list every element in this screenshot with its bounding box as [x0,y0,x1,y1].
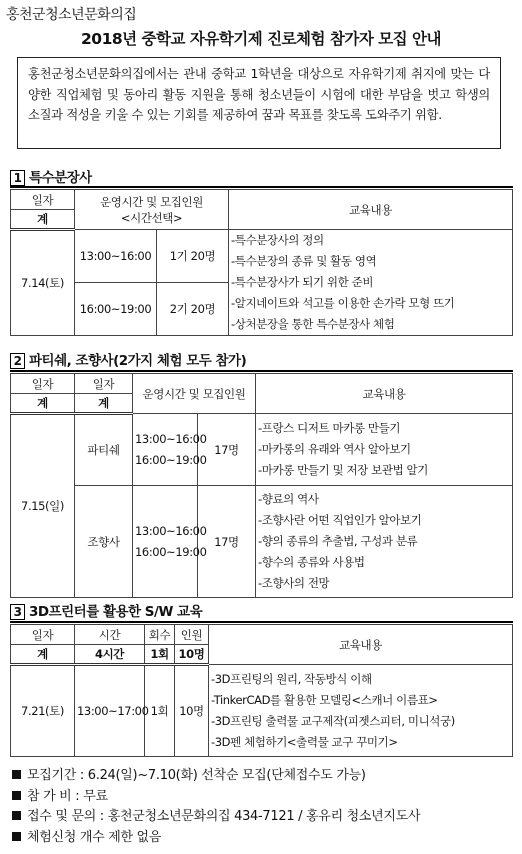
date-cell: 7.15(일) [11,414,75,598]
job-cell: 조향사 [75,486,133,598]
section-3-table [10,624,513,757]
content-line: -TinkerCAD를 활용한 모델링<스캐너 이름표> [211,692,438,707]
note-label: 참 가 비 : [27,788,84,804]
time-cell [133,486,207,598]
note-value: 6.24(일)~7.10(화) 선착순 모집(단체접수도 가능) [87,768,366,783]
header-total: 계 [11,645,75,665]
header-date: 일자 [11,374,75,394]
content-line: -특수분장사의 정의 [231,233,324,247]
content-line: -향수의 종류와 사용법 [258,555,365,569]
content-cell [209,665,513,757]
square-bullet-icon [12,832,21,841]
section-2-title: 파티쉐, 조향사(2가지 체험 모두 참가) [29,353,247,369]
section-2-heading [10,349,246,369]
content-cell [256,486,513,598]
header-count: 회수 [145,625,175,645]
content-line: -조향사란 어떤 직업인가 알아보기 [258,513,422,527]
header-time [75,190,229,230]
time-line: 13:00~16:00 [135,523,207,538]
time-line: 13:00~16:00 [135,431,207,446]
divider [10,186,513,188]
header-time: 운영시간 및 모집인원 [133,374,256,414]
note-value: 홍천군청소년문화의집 434-7121 / 홍유리 청소년지도사 [107,809,421,824]
note-value: 무료 [83,788,108,804]
content-line: -프랑스 디저트 마카롱 만들기 [258,421,401,435]
header-total: 계 [75,394,133,414]
content-cell [256,414,513,486]
header-time: 시간 [75,625,145,645]
capacity-cell: 17명 [198,414,256,486]
header-capacity: 인원 [175,625,209,645]
time-cell: 13:00~17:00 [75,665,145,757]
section-2-number: 2 [10,353,25,369]
square-bullet-icon [12,791,21,800]
note-fee [12,787,420,808]
job-cell: 파티쉐 [75,414,133,486]
section-1-number: 1 [10,170,25,186]
capacity-cell: 10명 [175,665,209,757]
header-total-capacity: 10명 [175,645,209,665]
header-content: 교육내용 [209,625,513,665]
divider [10,370,513,372]
note-label: 체험신청 개수 제한 없음 [27,829,162,845]
section-1-heading [10,166,92,186]
section-2-table [10,373,513,598]
date-cell: 7.14(토) [11,230,75,336]
time-line: 16:00~19:00 [135,544,207,559]
time-cell: 16:00~19:00 [75,283,157,336]
header-content: 교육내용 [229,190,513,230]
content-cell [229,230,513,336]
capacity-cell: 2기 20명 [157,283,229,336]
capacity-cell: 17명 [198,486,256,598]
note-limit [12,828,420,849]
header-content: 교육내용 [256,374,513,414]
square-bullet-icon [12,770,21,779]
header-date: 일자 [11,625,75,645]
content-line: -상처분장을 통한 특수분장사 체험 [231,317,395,331]
header-time-label: 운영시간 및 모집인원 [100,194,203,209]
content-line: -3D프린팅 출력물 교구제작(피젯스피터, 미니석궁) [211,713,455,728]
content-line: -조향사의 전망 [258,576,330,590]
page-title: 2018년 중학교 자유학기제 진로체험 참가자 모집 안내 [81,30,441,48]
content-line: -3D프린팅의 원리, 작동방식 이해 [211,671,372,686]
section-1-title: 특수분장사 [29,170,92,186]
organization-name: 홍천군청소년문화의집 [6,7,137,23]
section-3-number: 3 [10,604,25,620]
header-date: 일자 [11,190,75,210]
header-total-time: 4시간 [75,645,145,665]
notes-list [12,766,420,848]
intro-box: 홍천군청소년문화의집에서는 관내 중학교 1학년을 대상으로 자유학기제 취지에 맞는 다양한 직업체험 및 동아리 활동 지원을 통해 청소년들이 시험에 대한 부담을 벗고 학생의 소질과 적성을 키울 수 있는 기회를 제공하여 꿈과 목표를 찾도록 도와주기 위함. [17,57,501,149]
date-cell: 7.21(토) [11,665,75,757]
content-line: -알지네이트와 석고를 이용한 손가락 모형 뜨기 [231,296,455,310]
content-line: -3D펜 체험하기<출력물 교구 꾸미기> [211,734,398,749]
content-line: -마카롱의 유래와 역사 알아보기 [258,442,411,456]
section-1-table [10,189,513,336]
content-line: -마카롱 만들기 및 저장 보관법 알기 [258,463,428,477]
section-3-title: 3D프린터를 활용한 S/W 교육 [29,604,203,620]
square-bullet-icon [12,811,21,820]
content-line: -특수분장사가 되기 위한 준비 [231,275,374,289]
header-job: 일자 [75,374,133,394]
note-contact [12,807,420,828]
header-time-sub: <시간선택> [120,210,183,225]
capacity-cell: 1기 20명 [157,230,229,283]
divider [10,621,513,623]
content-line: -향의 종류의 추출법, 구성과 분류 [258,534,418,548]
header-total: 계 [11,394,75,414]
note-period [12,766,420,787]
content-line: -특수분장의 종류 및 활동 영역 [231,254,377,268]
note-label: 접수 및 문의 : [27,809,108,824]
note-label: 모집기간 : [27,768,88,783]
time-line: 16:00~19:00 [135,452,207,467]
header-total: 계 [11,210,75,230]
content-line: -향료의 역사 [258,492,319,506]
section-3-heading [10,600,202,620]
header-total-count: 1회 [145,645,175,665]
time-cell [133,414,207,486]
count-cell: 1회 [145,665,175,757]
time-cell: 13:00~16:00 [75,230,157,283]
